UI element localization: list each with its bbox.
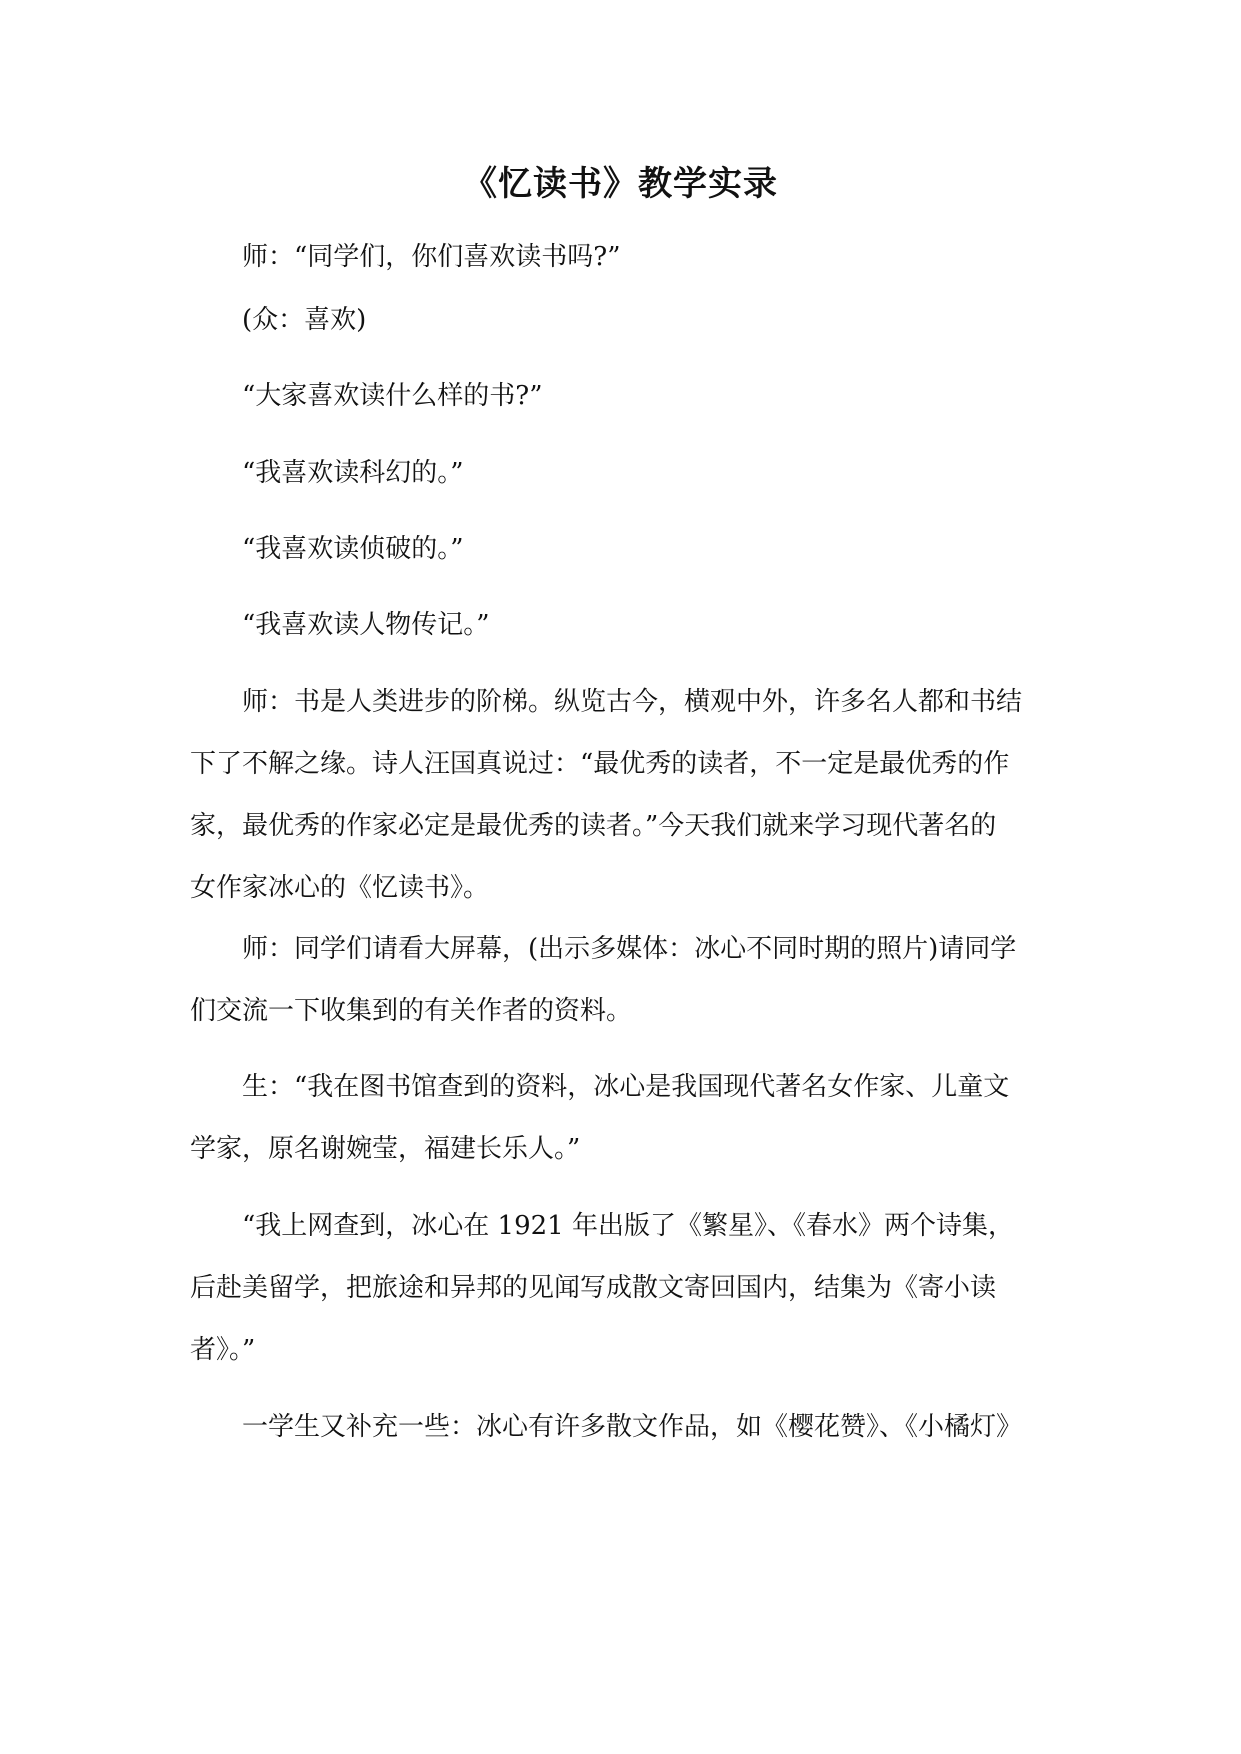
paragraph-class-answer	[190, 289, 1056, 351]
paragraph-line: “大家喜欢读什么样的书?”	[242, 381, 543, 411]
paragraph-line: 师：“同学们，你们喜欢读书吗?”	[242, 242, 621, 272]
paragraph-answer-detective	[190, 518, 1056, 580]
paragraph-answer-biography	[190, 594, 1056, 656]
document-title: 《忆读书》教学实录	[463, 164, 778, 204]
paragraph-line: 学家，原名谢婉莹，福建长乐人。”	[190, 1134, 581, 1164]
paragraph-line: 后赴美留学，把旅途和异邦的见闻写成散文寄回国内，结集为《寄小读	[190, 1273, 997, 1303]
paragraph-student-supplement	[190, 1396, 1056, 1458]
paragraph-question-books	[190, 365, 1056, 427]
paragraph-line: 师：书是人类进步的阶梯。纵览古今，横观中外，许多名人都和书结	[242, 687, 1023, 717]
paragraph-line: “我上网查到，冰心在 1921 年出版了《繁星》、《春水》两个诗集，	[242, 1211, 1014, 1241]
paragraph-line: (众：喜欢)	[242, 305, 367, 335]
paragraph-line: 女作家冰心的《忆读书》。	[190, 873, 490, 903]
paragraph-answer-scifi	[190, 442, 1056, 504]
paragraph-line: 下了不解之缘。诗人汪国真说过：“最优秀的读者，不一定是最优秀的作	[190, 749, 1010, 779]
paragraph-teacher-screen	[190, 918, 1056, 1042]
paragraph-line: “我喜欢读侦破的。”	[242, 534, 464, 564]
paragraph-teacher-question	[190, 226, 1056, 288]
paragraph-line: 生：“我在图书馆查到的资料，冰心是我国现代著名女作家、儿童文	[242, 1072, 1010, 1102]
paragraph-line: 一学生又补充一些：冰心有许多散文作品，如《樱花赞》、《小橘灯》	[242, 1412, 1023, 1442]
paragraph-student-internet	[190, 1195, 1056, 1381]
paragraph-student-library	[190, 1056, 1056, 1180]
paragraph-line: “我喜欢读人物传记。”	[242, 610, 490, 640]
paragraph-line: 师：同学们请看大屏幕，(出示多媒体：冰心不同时期的照片)请同学	[242, 934, 1017, 964]
paragraph-line: 者》。”	[190, 1335, 256, 1365]
paragraph-line: “我喜欢读科幻的。”	[242, 458, 464, 488]
paragraph-teacher-intro	[190, 671, 1056, 919]
paragraph-line: 家，最优秀的作家必定是最优秀的读者。”今天我们就来学习现代著名的	[190, 811, 997, 841]
paragraph-line: 们交流一下收集到的有关作者的资料。	[190, 996, 633, 1026]
